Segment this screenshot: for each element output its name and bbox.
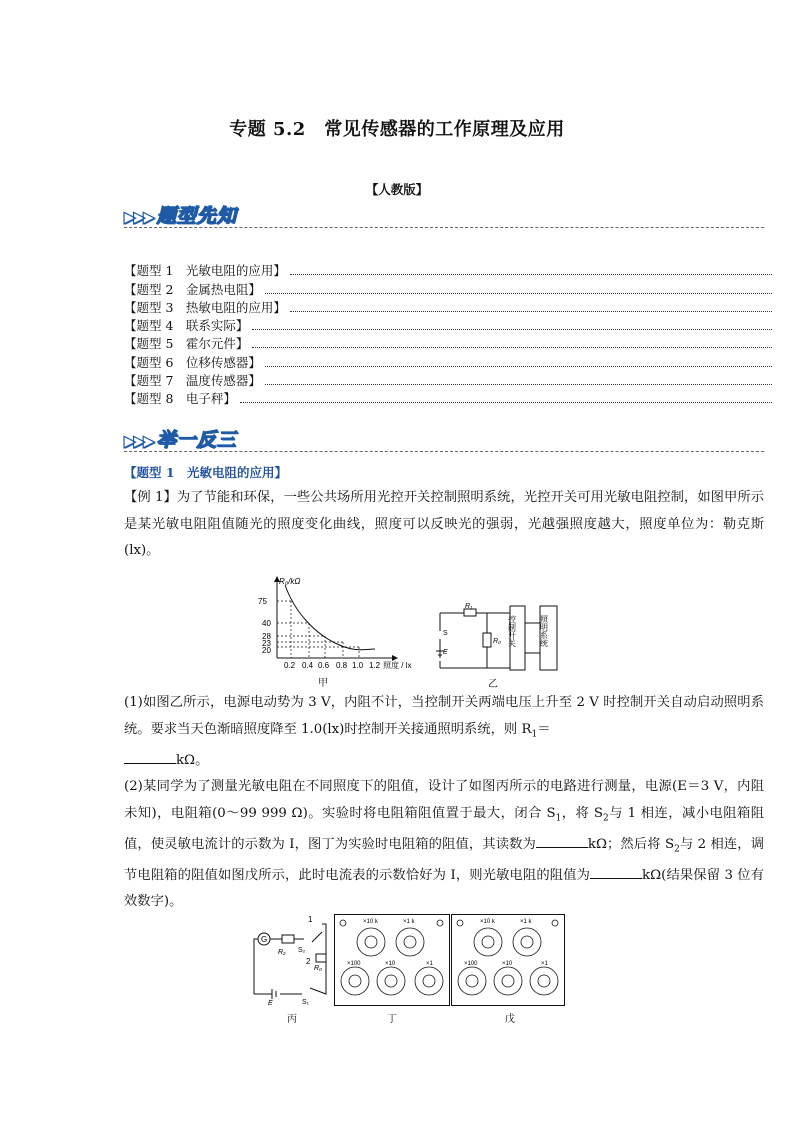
y-tick: 40 [262, 619, 271, 628]
question-1: (1)如图乙所示，电源电动势为 3 V，内阻不计，当控制开关两端电压上升至 2 V 时控制开关自动启动照明系统。要求当天色渐暗照度降至 1.0(lx)时控制开关接通照明系统，则 $R_1=$ kΩ。 [124, 695, 764, 768]
table-of-contents [124, 261, 774, 407]
label-e: E [268, 1000, 273, 1006]
svg-text:×1: ×1 [426, 961, 433, 967]
caption-ding: 丁 [387, 1014, 397, 1025]
toc-item[interactable]: 【题型 2 金属热电阻】 [124, 279, 774, 297]
toc-item[interactable]: 【题型 8 电子秤】 [124, 389, 774, 407]
svg-text:×1 k: ×1 k [403, 919, 415, 925]
figure-wu-resistance-box [451, 914, 565, 1006]
answer-blank[interactable] [124, 751, 176, 764]
label-2: 2 [306, 957, 311, 966]
figure-jia-graph [255, 573, 430, 673]
label-r0: R₀ [314, 965, 323, 972]
banner-text: 举一反三 [156, 429, 237, 451]
svg-text:×10: ×10 [502, 961, 513, 967]
banner-text: 题型先知 [156, 205, 237, 227]
divider [124, 227, 764, 228]
answer-blank[interactable] [536, 835, 588, 848]
svg-text:×10 k: ×10 k [480, 919, 495, 925]
svg-text:×1 k: ×1 k [520, 919, 532, 925]
page-title: 专题 5.2 常见传感器的工作原理及应用 [229, 119, 565, 140]
y-tick: 20 [262, 646, 271, 655]
arrows-icon: ▶▶▶ [124, 208, 153, 226]
figure-yi-circuit [432, 603, 562, 673]
toc-item[interactable]: 【题型 1 光敏电阻的应用】 [124, 261, 774, 279]
label-r1: R₁ [465, 603, 473, 610]
box-lighting-system: 照明系统 [539, 615, 549, 647]
banner-practice [124, 425, 237, 452]
divider [124, 451, 764, 452]
y-axis-label: R₀/kΩ [279, 577, 301, 586]
x-tick: 0.6 [318, 661, 330, 670]
label-s2: S₂ [298, 947, 306, 954]
caption-bing: 丙 [287, 1014, 297, 1025]
toc-item[interactable]: 【题型 7 温度传感器】 [124, 371, 774, 389]
y-tick: 75 [258, 597, 267, 606]
figure-bing-circuit [252, 914, 332, 1006]
x-tick: 1.0 [352, 661, 364, 670]
svg-text:×1: ×1 [541, 961, 548, 967]
label-g: G [261, 935, 268, 944]
caption-jia: 甲 [318, 678, 328, 689]
svg-text:×100: ×100 [347, 961, 361, 967]
x-tick: 1.2 [369, 661, 381, 670]
banner-topic-overview [124, 201, 237, 228]
svg-text:×100: ×100 [464, 961, 478, 967]
y-tick: 23 [262, 639, 271, 648]
toc-item[interactable]: 【题型 3 热敏电阻的应用】 [124, 298, 774, 316]
box-control-switch: 控制开关 [507, 615, 517, 647]
label-e: E [443, 649, 448, 656]
answer-blank[interactable] [590, 866, 642, 879]
toc-item[interactable]: 【题型 4 联系实际】 [124, 316, 774, 334]
section-heading: 【题型 1 光敏电阻的应用】 [124, 465, 288, 480]
figure-ding-resistance-box [334, 914, 450, 1006]
y-tick: 28 [262, 632, 271, 641]
toc-item[interactable]: 【题型 6 位移传感器】 [124, 352, 774, 370]
label-1: 1 [308, 915, 313, 924]
x-axis-label: 照度 / lx [383, 661, 412, 670]
svg-text:×10 k: ×10 k [363, 919, 378, 925]
question-2: (2)某同学为了测量光敏电阻在不同照度下的阻值，设计了如图丙所示的电路进行测量，电源(E＝3 V，内阻未知)，电阻箱(0～99 999 Ω)。实验时将电阻箱阻值置于最大，闭合 $S_1$，将 $S_2$与 1 相连，减小电阻箱阻值，使灵敏电流计的示数为 I，图丁为实验时电阻箱的阻值，其读数为 kΩ；然后将 $S_2$与 2 相连，调节电阻箱的阻值如图戊所示，此时电流表的示数恰好为 I，则光敏电阻的阻值为 kΩ(结果保留 3 位有效数字)。 [124, 779, 765, 910]
x-tick: 0.2 [284, 661, 296, 670]
svg-text:×10: ×10 [385, 961, 396, 967]
label-s: S [443, 630, 448, 637]
x-tick: 0.4 [302, 661, 314, 670]
x-tick: 0.8 [336, 661, 348, 670]
caption-wu: 戊 [505, 1014, 515, 1025]
label-s1: S₁ [302, 999, 310, 1006]
arrows-icon: ▶▶▶ [124, 432, 153, 450]
toc-item[interactable]: 【题型 5 霍尔元件】 [124, 334, 774, 352]
label-r2: R₂ [278, 949, 286, 956]
caption-yi: 乙 [488, 679, 498, 690]
edition-label: 【人教版】 [365, 182, 429, 197]
example-intro: 【例 1】为了节能和环保，一些公共场所用光控开关控制照明系统，光控开关可用光敏电阻控制，如图甲所示是某光敏电阻阻值随光的照度变化曲线，照度可以反映光的强弱，光越强照度越大，照度单位为：勒克斯(lx)。 [124, 490, 764, 558]
label-r0: R₀ [493, 638, 502, 645]
